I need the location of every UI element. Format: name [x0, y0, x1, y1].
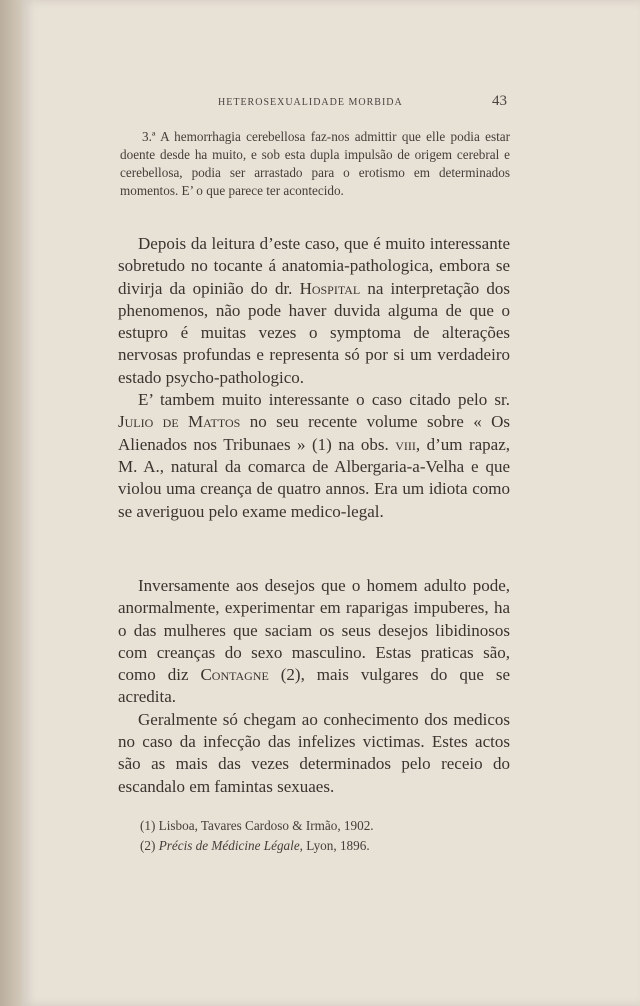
paragraph-2-text-b: no seu recente volume sobre « Os Alienados nos Tribunaes » (1) na obs. — [118, 412, 510, 454]
running-title: HETEROSEXUALIDADE MORBIDA — [218, 97, 403, 108]
footnote-2 — [140, 836, 510, 856]
book-gutter — [0, 0, 22, 1006]
paragraph-2 — [118, 389, 510, 523]
observation-number: viii — [395, 434, 416, 454]
footnote-1: (1) Lisboa, Tavares Cardoso & Irmão, 1902. — [140, 818, 374, 833]
paragraph-2-text-a: E’ tambem muito interessante o caso citado pelo sr. — [138, 390, 510, 410]
paragraph-4: Geralmente só chegam ao conhecimento dos medicos no caso da infecção das infelizes victimas. Estes actos são as mais das vezes determinados pelo receio do escandalo em famintas sexuaes. — [118, 709, 510, 796]
author-name-mattos: Julio de Mattos — [118, 412, 241, 432]
main-text-block-1 — [118, 233, 510, 523]
paragraph-3-text-a: Inversamente aos desejos que o homem adulto pode, anormalmente, experimentar em raparigas impuberes, ha o das mulheres que saciam os seus desejos libidinosos com creanças do sexo masculino. Estas praticas são, como diz — [118, 576, 510, 685]
paragraph-1 — [118, 233, 510, 389]
paragraph-3-text-b: (2), mais vulgares do que se acredita. — [118, 665, 510, 707]
paragraph-2-text-c: , d’um rapaz, M. A., natural da comarca de Albergaria-a-Velha e que violou uma creança de quatro annos. Era um idiota como se averiguou pelo exame medico-legal. — [118, 434, 510, 521]
small-print-paragraph — [120, 128, 510, 200]
paragraph-3 — [118, 575, 510, 709]
paragraph-1-text-b: na interpretação dos phenomenos, não pode haver duvida alguma de que o estupro é muitas vezes o symptoma de alterações nervosas profundas e representa só por si um verdadeiro estado psycho-pathologico. — [118, 278, 510, 387]
author-name-contagne: Contagne — [200, 665, 269, 685]
footnote-2-marker: (2) — [140, 838, 159, 853]
main-text-block-2 — [118, 575, 510, 798]
small-paragraph-text: 3.ª A hemorrhagia cerebellosa faz-nos admittir que elle podia estar doente desde ha muito, e sob esta dupla impulsão de origem cerebral e cerebellosa, podia ser arrastado para o erotismo em determinados momentos. E’ o que parece ter acontecido. — [120, 129, 510, 198]
paragraph-1-text-a: Depois da leitura d’este caso, que é muito interessante sobretudo no tocante á anatomia-pathologica, embora se divirja da opinião do dr. — [118, 234, 510, 298]
footnotes — [140, 816, 510, 856]
author-name-hospital: Hospital — [299, 278, 361, 298]
footnote-2-title: Précis de Médicine Légale — [158, 838, 300, 853]
running-header — [0, 93, 640, 113]
page-number: 43 — [492, 93, 507, 109]
footnote-2-rest: , Lyon, 1896. — [299, 838, 370, 853]
